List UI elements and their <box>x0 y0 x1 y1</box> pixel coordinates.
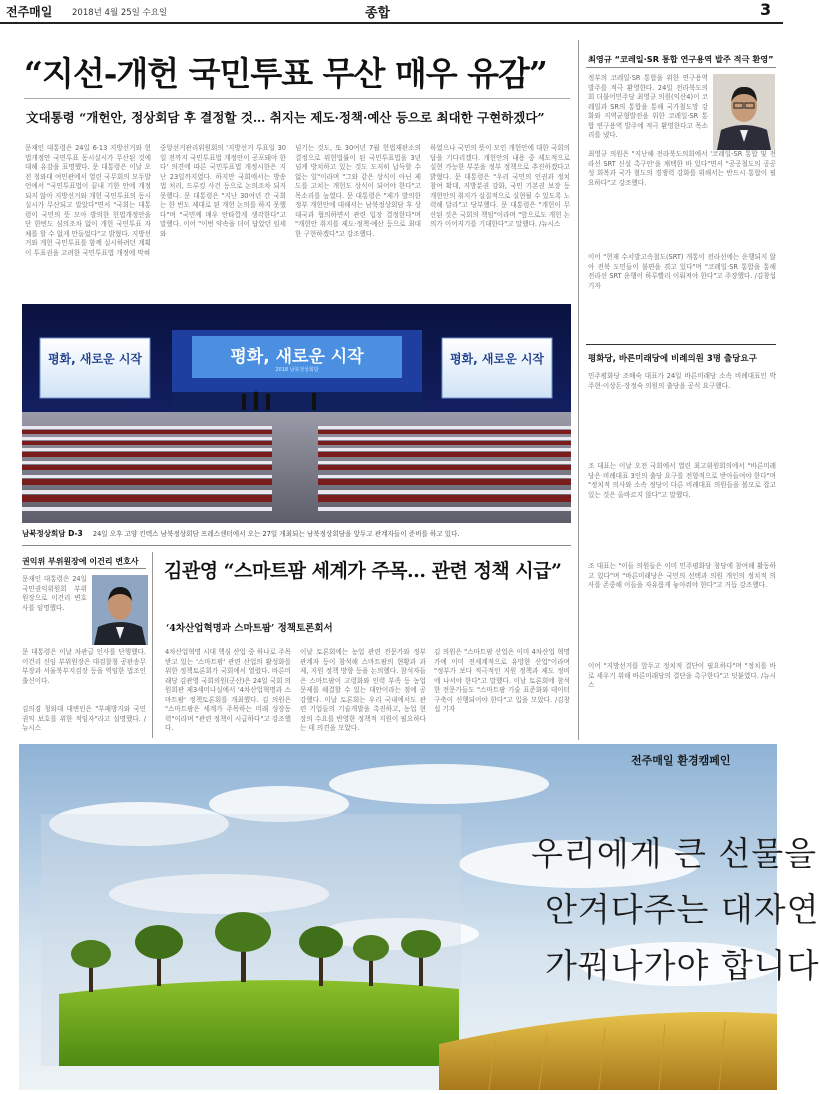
photo-divider <box>22 545 571 546</box>
portrait-photo <box>713 74 775 150</box>
sidebar-rule <box>578 40 579 740</box>
lead-column-2: 중앙선거관리위원회의 '지방선거 투표일 30일 전까지 국민투표법 개정안이 공포돼야 한다' 의견에 따른 국민투표법 개정시한은 지난 23일까지였다. 하지만 국회에서는 방송법 처리, 드루킹 사건 등으로 논의조차 되지 못했다. 문 대통령은 "지난 30여년 간 국회는 한 번도 제대로 된 개헌 논의를 하지 못했다"며 "국민께 매우 안타깝게 생각한다"고 말했다. 이어 "이번 약속을 더이 답았던 임세와 <box>160 144 286 238</box>
headline-divider <box>24 98 570 99</box>
right-story-2-headline: 평화당, 바른미래당에 비례의원 3명 출당요구 <box>588 354 757 364</box>
ad-slogan-line-2: 안겨다주는 대자연 <box>545 890 820 929</box>
bottom-left-para-1: 문재인 대통령은 24일 국민권익위원회 부위원장으로 이건리 변호사를 임명했다. <box>22 575 87 612</box>
photo-caption-label: 남북정상회담 D-3 <box>22 529 83 538</box>
right-story-1-rule <box>586 67 776 68</box>
bottom-center-column-1: 4차산업혁명 시대 핵심 산업 중 하나로 주목받고 있는 '스마트팜' 관련 산업의 활성화를 위한 정책토론회가 국회에서 열렸다. 바른미래당 김관영 국회의원(군산)은 24일 국회 의원회관 제3세미나실에서 '4차산업혁명과 스마트팜' 정책토론회를 개최했다. 김 의원은 "스마트팜은 세계가 주목하는 미래 성장동력"이라며 "관련 정책이 시급하다"고 강조했다. <box>165 648 291 732</box>
section-title: 종합 <box>365 6 391 21</box>
bottom-center-subheadline: ‘4차산업혁명과 스마트팜’ 정책토론회서 <box>166 623 333 634</box>
lead-headline: “지선-개헌 국민투표 무산 매우 유감” <box>24 54 547 93</box>
issue-date: 2018년 4월 25일 수요일 <box>72 8 168 18</box>
stage-main-text: 평화, 새로운 시작 <box>230 347 364 367</box>
right-story-1-headline: 최영규 “코레일·SR 통합 연구용역 발주 적극 환영” <box>588 54 774 64</box>
photo-caption <box>22 528 460 539</box>
right-story-2-para-4: 이어 "지방선거를 앞두고 정치적 결단이 필요하다"며 "정치를 바로 세우기 위해 바른미래당의 결단을 촉구한다"고 덧붙였다. /뉴시스 <box>588 662 776 689</box>
bottom-left-para-2: 문 대통령은 이날 차관급 인사를 단행했다. 이건리 신임 부위원장은 대검찰청 공판송무부장과 서울북부지검장 등을 역임한 법조인 출신이다. <box>22 648 146 685</box>
right-story-2-para-1: 민주평화당 조배숙 대표가 24일 바른미래당 소속 비례대표인 박주현·이상돈·장정숙 의원의 출당을 공식 요구했다. <box>588 372 776 390</box>
bottom-center-column-2: 이날 토론회에는 농업 관련 전문가와 정부 관계자 등이 참석해 스마트팜의 현황과 과제, 지원 정책 방향 등을 논의했다. 참석자들은 스마트팜이 고령화와 인력 부족 등 농업 문제를 해결할 수 있는 대안이라는 점에 공감했다. 이날 토론회는 우리 국내에서도 관련 기업들의 기술개발을 촉진하고, 농업 현장의 수요를 반영한 정책적 지원이 필요하다는 데 의견을 모았다. <box>300 648 426 732</box>
portrait-photo-2 <box>92 575 148 645</box>
summit-photo-graphic <box>22 304 571 523</box>
lead-subheadline: 文대통령 “개헌안, 정상회담 후 결정할 것… 취지는 제도·정책·예산 등으로 최대한 구현하겠다” <box>26 110 545 125</box>
masthead <box>0 0 783 24</box>
lead-column-3: 넘기는 것도, 또 30여년 7월 헌법재판소의 결정으로 위헌법률이 된 국민투표법을 3년 넘게 방치하고 있는 것도 도저히 납득할 수 없는 일"이라며 "그와 같은 상식이 아닌 제도를 고치는 개헌도 상식이 되어야 한다"고 목소리를 높였다. 문 대통령은 "제가 발의한 정부 개헌안에 대해서는 남북정상회담 후 상대국과 협의하면서 관련 입장 결정한다"며 "개헌안 취지를 제도·정책·예산 등으로 최대한 구현하겠다"고 강조했다. <box>295 144 421 238</box>
stage-screen-left-text: 평화, 새로운 시작 <box>47 352 143 366</box>
bottom-center-headline: 김관영 “스마트팜 세계가 주목… 관련 정책 시급” <box>164 560 562 582</box>
stage-screen-right-text: 평화, 새로운 시작 <box>449 352 545 366</box>
ad-campaign-tag: 전주매일 환경캠페인 <box>631 754 731 767</box>
bottom-center-column-3: 김 의원은 "스마트팜 산업은 이미 4차산업 혁명가에 이미 전세계적으로 유망한 산업"이라며 "정부가 보다 적극적인 지원 정책과 제도 정비에 나서야 한다"고 말했다. 이날 토론회에 참석한 전문가들도 "스마트팜 기술 표준화와 데이터 구축이 선행되어야 한다"고 입을 모았다. /김창섭 기자 <box>434 648 570 713</box>
right-story-1-para-3: 이어 "현재 수서발고속철도(SRT) 개통이 전라선에는 운행되지 않아 전북 도민들이 불편을 겪고 있다"며 "코레일·SR 통합을 통해 전라선 SRT 운행이 하루빨리 이뤄져야 한다"고 주장했다. /김창섭 기자 <box>588 253 776 290</box>
page-number: 3 <box>760 0 772 19</box>
lead-column-1: 문재인 대통령은 24일 6·13 지방선거와 헌법개정안 국민투표 동시실시가 무산된 것에 대해 유감을 표명했다. 문 대통령은 이날 오전 청와대 여민관에서 열린 국무회의 모두발언에서 "국민투표법이 끝내 기한 안에 개정되지 않아 지방선거와 개헌 국민투표의 동시실시가 무산되고 말았다"면서 "국회는 대통령이 국민의 뜻 모아 발의한 헌법개정안을 단 한번도 심의조차 없이 개헌 국민투표 자체를 할 수 없게 만들었다"고 밝혔다. 지방선거와 개헌 국민투표를 함께 실시하려던 계획이 투표권을 고려한 국민투표법 개정에 막혀 <box>25 144 151 257</box>
right-story-2-top-rule <box>586 344 776 345</box>
environment-campaign-ad <box>19 744 820 1090</box>
ad-slogan-line-1: 우리에게 큰 선물을 <box>531 834 818 873</box>
bottom-left-portrait <box>92 575 148 645</box>
right-story-2-para-3: 조 대표는 "이들 의원들은 이미 민주평화당 창당에 참여해 활동하고 있다"며 "바른미래당은 국민의 선택과 의원 개인의 정치적 의사를 존중해 이들을 자유롭게 놓아줘야 한다"고 거듭 강조했다. <box>588 562 776 589</box>
right-story-1-portrait <box>713 74 775 150</box>
stage-banner-small: 2018 남북정상회담 <box>275 367 319 373</box>
right-story-1-para-2: 최영규 의원은 "지난해 전라북도의회에서 '코레일-SR 통합 및 전라선 SRT 신설 촉구안'을 채택한 바 있다"면서 "공공철도의 공공성 회복과 국가 철도의 경쟁력 강화를 위해서는 반드시 통합이 필요하다"고 강조했다. <box>588 150 776 187</box>
lead-column-4: 하였으나 국민의 뜻이 모인 개헌안에 대한 국회의 답을 기다리겠다. 개헌안의 내용 중 제도적으로 실현 가능한 부분을 정부 정책으로 추진하겠다고 밝혔다. 문 대통령은 "우리 국민의 인권과 정치 참여 확대, 지방분권 강화, 국민 기본권 보장 등 개헌안의 취지가 실질적으로 실현될 수 있도록 노력해 달라"고 당부했다. 문 대통령은 "개헌이 무산된 것은 국회의 책임"이라며 "앞으로도 개헌 논의가 이어지기를 기대한다"고 말했다. /뉴시스 <box>430 144 570 228</box>
bottom-left-rule-vertical <box>152 552 153 738</box>
ad-slogan-line-3: 가꿔나가야 합니다 <box>545 946 820 985</box>
right-story-1-para-1: 정부의 코레일·SR 통합을 위한 연구용역 발주를 적극 환영한다. 24일 전라북도의회 더불어민주당 최영규 의원(익산4)이 코레일과 SR의 통합을 통해 국가철도망 강화와 지역균형발전을 위한 코레일·SR 통합 연구용역 발주에 적극 환영한다고 목소리를 냈다. <box>588 74 708 139</box>
bottom-left-rule <box>22 568 146 569</box>
bottom-left-para-3: 김의겸 청와대 대변인은 "부패방지와 국민 권익 보호를 위한 적임자"라고 설명했다. /뉴시스 <box>22 705 146 732</box>
paper-name: 전주매일 <box>6 5 53 19</box>
right-story-2-para-2: 조 대표는 이날 오전 국회에서 열린 최고위원회의에서 "바른미래당은 비례대표 3인의 출당 요구를 전향적으로 받아들여야 한다"며 "정치적 의사와 소속 정당이 다른 비례대표 의원들을 볼모로 잡고 있는 것은 올바르지 않다"고 말했다. <box>588 462 776 499</box>
summit-photo <box>22 304 571 523</box>
photo-caption-text: 24일 오후 고양 킨텍스 남북정상회담 프레스센터에서 오는 27일 개최되는 남북정상회담을 앞두고 관계자들이 준비를 하고 있다. <box>92 530 460 538</box>
bottom-left-headline: 권익위 부위원장에 이건리 변호사 <box>22 557 139 566</box>
